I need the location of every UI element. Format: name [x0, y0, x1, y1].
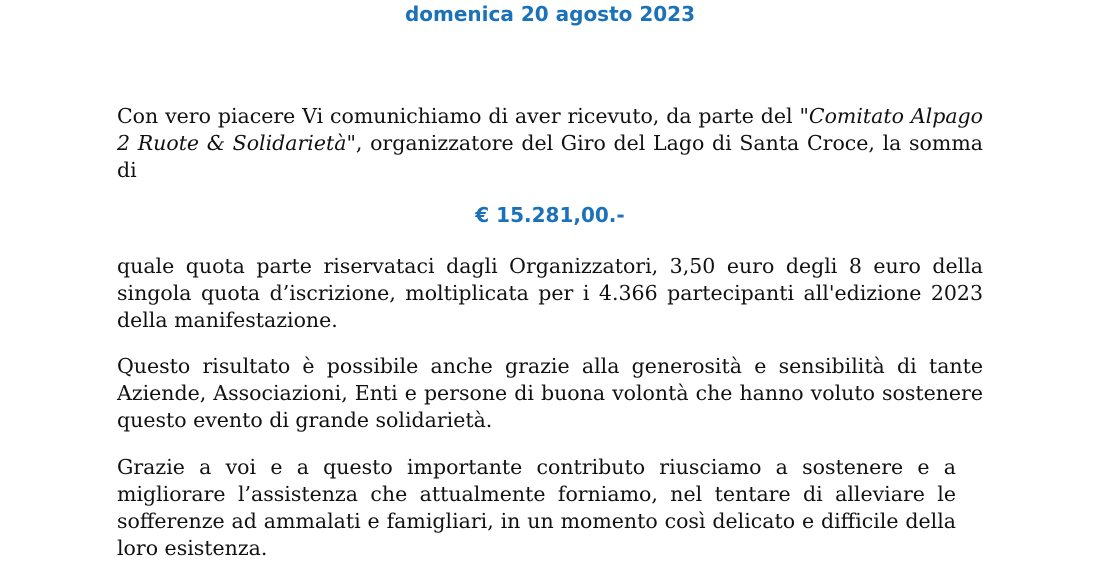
paragraph-donation-received — [117, 103, 983, 184]
paragraph-gratitude: Grazie a voi e a questo importante contributo riusciamo a sostenere e a migliorare l’assistenza che attualmente forniamo, nel tentare di alleviare le sofferenze ad ammalati e famigliari, in un momento così delicato e difficile della loro esistenza. — [117, 455, 956, 560]
donation-amount: € 15.281,00.- — [475, 203, 625, 227]
paragraph-quota-details: quale quota parte riservataci dagli Organizzatori, 3,50 euro degli 8 euro della singola quota d’iscrizione, moltiplicata per i 4.366 partecipanti all'edizione 2023 della manifestazione. — [117, 254, 983, 332]
document-date: domenica 20 agosto 2023 — [404, 2, 696, 26]
paragraph-1-tail: ", organizzatore del Giro del Lago di Santa Croce, la somma di — [117, 131, 983, 182]
paragraph-1-lead: Con vero piacere Vi comunichiamo di aver ricevuto, da parte del " — [117, 104, 809, 128]
paragraph-thanks-supporters: Questo risultato è possibile anche grazie alla generosità e sensibilità di tante Aziende, Associazioni, Enti e persone di buona volontà che hanno voluto sostenere questo evento di grande solidarietà. — [117, 354, 983, 432]
committee-name: Comitato Alpago 2 Ruote & Solidarietà — [117, 104, 984, 155]
